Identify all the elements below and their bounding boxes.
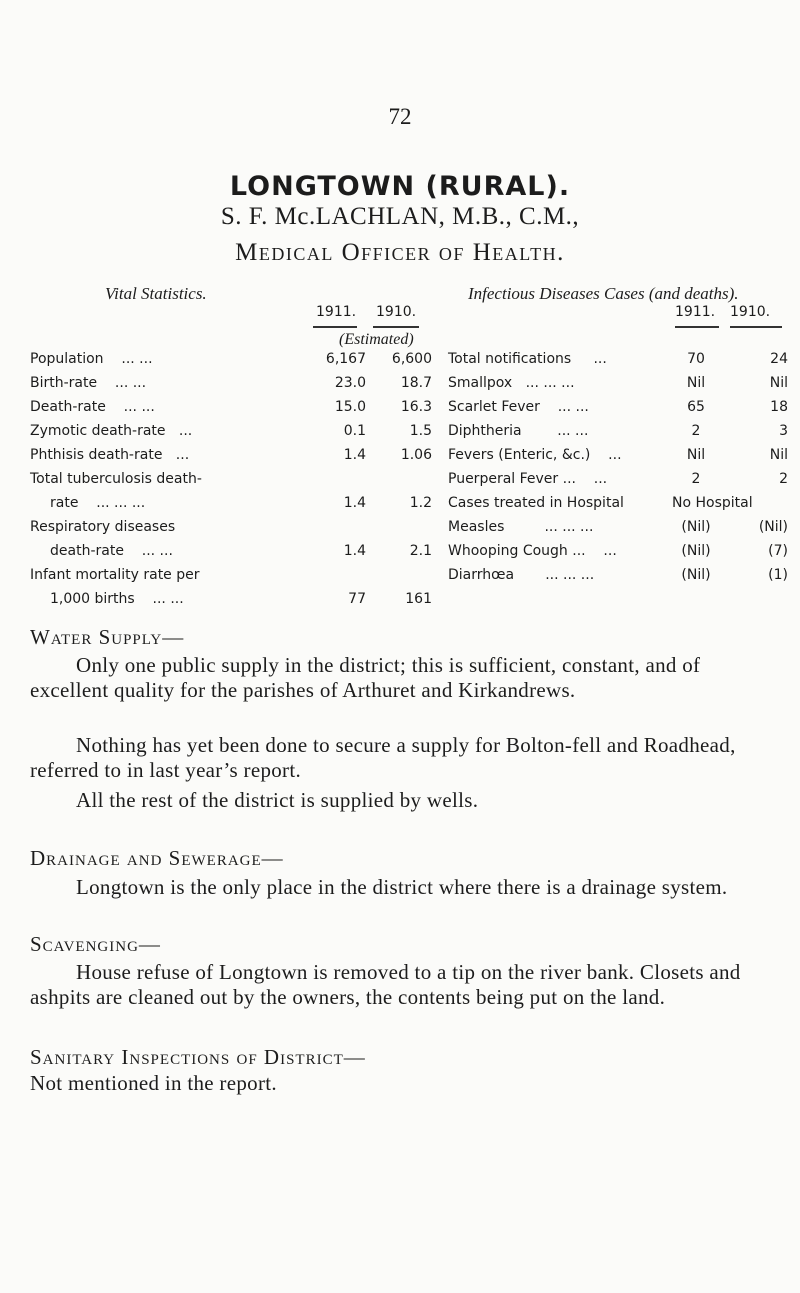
value-1911: 23.0 [334, 375, 366, 391]
value-1910: 2 [779, 471, 788, 487]
value-1911: 77 [348, 591, 366, 607]
value-1911: 1.4 [343, 447, 366, 463]
value-1911: (Nil) [681, 543, 711, 559]
row-label: Total notifications ... [448, 351, 607, 367]
value-1910: 161 [405, 591, 432, 607]
value-1910: 1.2 [409, 495, 432, 511]
value-1910: 1.06 [400, 447, 432, 463]
row-label: Fevers (Enteric, &c.) ... [448, 447, 622, 463]
row-label: Birth-rate ... ... [30, 375, 147, 391]
value-1911: 70 [687, 351, 705, 367]
row-label: Total tuberculosis death- [30, 471, 202, 487]
infectious-col-1911: 1911. [675, 304, 716, 320]
value-1911: (Nil) [681, 519, 711, 535]
value-1911: Nil [686, 375, 706, 391]
drainage-heading: Drainage and Sewerage— [30, 846, 284, 870]
rule-inf-1911 [675, 326, 719, 329]
no-hospital-note: No Hospital [672, 495, 753, 511]
row-label: Cases treated in Hospital [448, 495, 624, 511]
value-1910: 18 [770, 399, 788, 415]
value-1910: 6,600 [391, 351, 432, 367]
officer-name: S. F. Mc.LACHLAN, M.B., C.M., [220, 203, 580, 230]
rule-inf-1910 [730, 326, 782, 329]
row-label: Whooping Cough ... ... [448, 543, 617, 559]
value-1911: 1.4 [343, 495, 366, 511]
value-1911: 6,167 [325, 351, 366, 367]
vital-stats-heading: Vital Statistics. [105, 284, 207, 303]
rule-1910 [373, 326, 419, 329]
estimated-note: (Estimated) [339, 331, 414, 348]
water-para-2: Nothing has yet been done to secure a supply for Bolton-fell and Roadhead, referred to in last year’s report. [30, 733, 736, 782]
rule-1911 [313, 326, 357, 329]
water-para-1: Only one public supply in the district; this is sufficient, constant, and of excellent quality for the parishes of Arthuret and Kirkandrews. [30, 653, 701, 702]
sanitary-heading: Sanitary Inspections of District— [30, 1045, 366, 1069]
row-label: death-rate ... ... [50, 543, 173, 559]
row-label: Measles ... ... ... [448, 519, 594, 535]
scavenging-para-1: House refuse of Longtown is removed to a tip on the river bank. Closets and ashpits are cleaned out by the owners, the contents being put on the land. [30, 960, 741, 1009]
value-1910: (1) [768, 567, 788, 583]
vital-col-1911: 1911. [316, 304, 357, 320]
vital-col-1910: 1910. [376, 304, 417, 320]
row-label: Puerperal Fever ... ... [448, 471, 608, 487]
drainage-para-1: Longtown is the only place in the district where there is a drainage system. [76, 875, 728, 899]
row-label: Respiratory diseases [30, 519, 176, 535]
value-1911: (Nil) [681, 567, 711, 583]
infectious-col-1910: 1910. [730, 304, 771, 320]
value-1910: 18.7 [400, 375, 432, 391]
scavenging-heading: Scavenging— [30, 932, 161, 956]
row-label: rate ... ... ... [50, 495, 146, 511]
officer-title: Medical Officer of Health. [235, 239, 565, 266]
row-label: Zymotic death-rate ... [30, 423, 193, 439]
row-label: Scarlet Fever ... ... [448, 399, 589, 415]
row-label: Phthisis death-rate ... [30, 447, 190, 463]
row-label: Infant mortality rate per [30, 567, 200, 583]
row-label: Diphtheria ... ... [448, 423, 589, 439]
value-1911: Nil [686, 447, 706, 463]
value-1911: 2 [691, 423, 701, 439]
page-number: 72 [388, 104, 412, 129]
value-1911: 65 [687, 399, 705, 415]
value-1910: (7) [768, 543, 788, 559]
value-1910: (Nil) [758, 519, 788, 535]
value-1910: 24 [770, 351, 788, 367]
value-1910: 16.3 [400, 399, 432, 415]
row-label: Death-rate ... ... [30, 399, 155, 415]
value-1910: Nil [769, 375, 788, 391]
value-1911: 15.0 [334, 399, 366, 415]
water-para-3: All the rest of the district is supplied by wells. [76, 788, 479, 812]
page-title: LONGTOWN (RURAL). [229, 171, 571, 202]
value-1910: 2.1 [409, 543, 432, 559]
value-1910: 3 [779, 423, 788, 439]
row-label: 1,000 births ... ... [50, 591, 184, 607]
row-label: Smallpox ... ... ... [448, 375, 575, 391]
value-1911: 2 [691, 471, 701, 487]
value-1911: 1.4 [343, 543, 366, 559]
value-1910: 1.5 [409, 423, 432, 439]
sanitary-para-1: Not mentioned in the report. [30, 1071, 277, 1095]
value-1910: Nil [769, 447, 788, 463]
row-label: Diarrhœa ... ... ... [448, 567, 595, 583]
value-1911: 0.1 [343, 423, 366, 439]
row-label: Population ... ... [30, 351, 153, 367]
water-supply-heading: Water Supply— [30, 625, 185, 649]
infectious-heading: Infectious Diseases Cases (and deaths). [468, 284, 739, 303]
